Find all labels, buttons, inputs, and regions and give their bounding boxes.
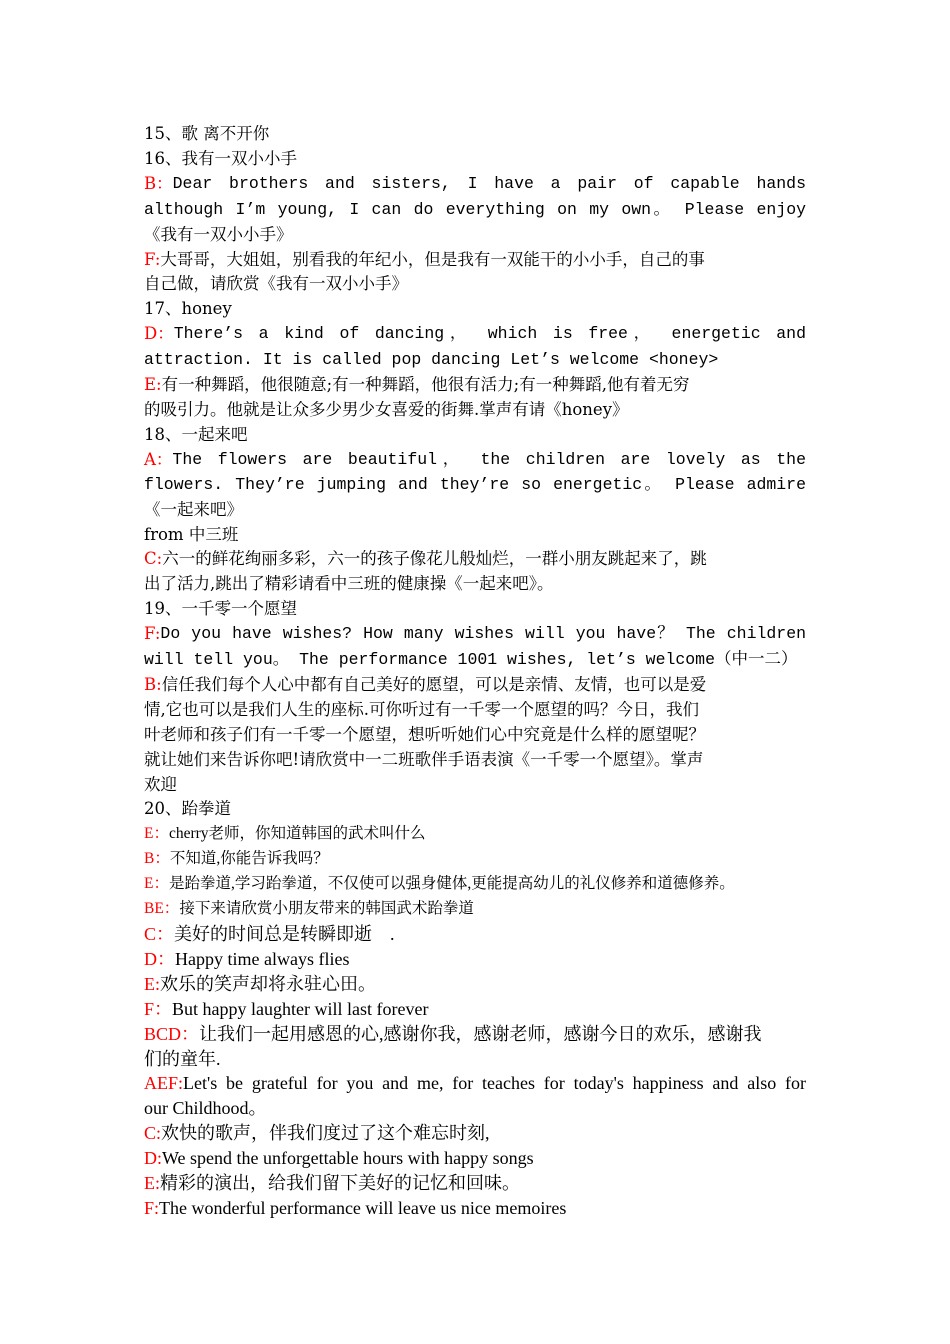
- dialogue-text: 让我们一起用感恩的心,感谢你我，感谢老师，感谢今日的欢乐，感谢我: [199, 1023, 762, 1044]
- dialogue-line: [144, 322, 806, 347]
- dialogue-text: 美好的时间总是转瞬即逝 .: [174, 924, 395, 944]
- dialogue-text: But happy laughter will last forever: [172, 998, 429, 1019]
- dialogue-text: 六一的鲜花绚丽多彩，六一的孩子像花儿般灿烂，一群小朋友跳起来了，跳: [162, 549, 707, 569]
- speaker-label: C:: [144, 1123, 162, 1144]
- dialogue-line: [144, 947, 806, 972]
- dialogue-text: Let's be grateful for you and me, for teaches for today's happiness and also for: [183, 1073, 806, 1094]
- dialogue-line: [144, 997, 806, 1022]
- speaker-label: E：: [144, 825, 169, 843]
- dialogue-text: [144, 647, 806, 673]
- dialogue-line: [144, 373, 806, 398]
- speaker-label: C:: [144, 549, 163, 569]
- dialogue-text: 不知道,你能告诉我吗？: [169, 850, 329, 868]
- dialogue-text: 有一种舞蹈，他很随意;有一种舞蹈，他很有活力;有一种舞蹈,他有着无穷: [161, 375, 690, 395]
- dialogue-text: 欢快的歌声，伴我们度过了这个难忘时刻,: [161, 1123, 490, 1144]
- dialogue-line: [144, 547, 806, 572]
- dialogue-text: 是跆拳道,学习跆拳道，不仅使可以强身健体,更能提高幼儿的礼仪修养和道德修养。: [168, 875, 735, 893]
- section-heading: 16、我有一双小小手: [144, 148, 297, 168]
- section-heading: 15、歌 离不开你: [144, 124, 270, 143]
- dialogue-line: [144, 1146, 806, 1171]
- dialogue-text: The wonderful performance will leave us nice memoires: [159, 1197, 567, 1218]
- dialogue-text: 《我有一双小小手》: [144, 224, 293, 244]
- dialogue-text: 出了活力,跳出了精彩请看中三班的健康操《一起来吧》。: [144, 574, 554, 594]
- speaker-label: F:: [144, 249, 161, 269]
- section-heading: 17、honey: [144, 299, 232, 319]
- dialogue-text: 大哥哥，大姐姐，别看我的年纪小，但是我有一双能干的小小手，自己的事: [160, 249, 705, 269]
- speaker-label: C：: [144, 924, 175, 944]
- dialogue-text: There’s a kind of dancing， which is free， energetic and: [173, 324, 806, 344]
- dialogue-text: [144, 347, 806, 373]
- section-heading: 18、一起来吧: [144, 424, 248, 444]
- speaker-label: E:: [144, 973, 160, 994]
- speaker-label: BE：: [144, 900, 180, 918]
- section-heading: 19、一千零一个愿望: [144, 599, 297, 619]
- dialogue-text: 接下来请欣赏小朋友带来的韩国武术跆拳道: [179, 900, 474, 918]
- dialogue-text: 欢乐的笑声却将永驻心田。: [160, 973, 376, 994]
- dialogue-line: [144, 1022, 806, 1047]
- dialogue-text: Happy time always flies: [175, 948, 350, 969]
- dialogue-text: 自己做，请欣赏《我有一双小小手》: [144, 274, 408, 294]
- speaker-label: E:: [144, 1173, 160, 1194]
- dialogue-text: will tell you。 The performance 1001 wishes, let’s welcome（中一二）: [144, 650, 798, 670]
- dialogue-text: 就让她们来告诉你吧!请欣赏中一二班歌伴手语表演《一千零一个愿望》。掌声: [144, 749, 704, 769]
- dialogue-text: [144, 197, 806, 223]
- dialogue-text: cherry老师，你知道韩国的武术叫什么: [168, 825, 426, 843]
- speaker-label: B:: [144, 674, 162, 694]
- dialogue-text: 的吸引力。他就是让众多少男少女喜爱的街舞.掌声有请《honey》: [144, 399, 629, 419]
- dialogue-text: 叶老师和孩子们有一千零一个愿望，想听听她们心中究竟是什么样的愿望呢？: [144, 724, 705, 744]
- dialogue-text: 情,它也可以是我们人生的座标.可你听过有一千零一个愿望的吗？今日，我们: [144, 699, 699, 719]
- speaker-label: E：: [144, 875, 169, 893]
- dialogue-line: [144, 1121, 806, 1146]
- speaker-label: BCD：: [144, 1023, 200, 1044]
- dialogue-line: [144, 622, 806, 647]
- dialogue-text: We spend the unforgettable hours with happy songs: [162, 1148, 534, 1169]
- speaker-label: B：: [144, 173, 173, 193]
- dialogue-line: [144, 673, 806, 698]
- speaker-label: D：: [144, 948, 175, 969]
- dialogue-line: [144, 1196, 806, 1221]
- dialogue-line: [144, 822, 806, 847]
- speaker-label: AEF:: [144, 1073, 184, 1094]
- dialogue-text: attraction. It is called pop dancing Let’s welcome <honey>: [144, 350, 719, 370]
- dialogue-text: Do you have wishes? How many wishes will you have？ The children: [160, 624, 806, 644]
- dialogue-text: 们的童年.: [144, 1048, 221, 1069]
- dialogue-line: [144, 172, 806, 197]
- dialogue-line: [144, 847, 806, 872]
- dialogue-text: from 中三班: [144, 524, 239, 544]
- dialogue-line: [144, 1171, 806, 1196]
- speaker-label: E:: [144, 375, 162, 395]
- dialogue-line: [144, 897, 806, 922]
- dialogue-text: [144, 473, 806, 498]
- section-heading: 20、跆拳道: [144, 799, 231, 819]
- dialogue-line: [144, 248, 806, 273]
- dialogue-line: [144, 972, 806, 997]
- dialogue-text: The flowers are beautiful， the children are lovely as the: [172, 449, 806, 469]
- speaker-label: B：: [144, 850, 170, 868]
- script-page: [144, 122, 806, 1221]
- dialogue-line: [144, 448, 806, 473]
- speaker-label: F:: [144, 624, 161, 644]
- dialogue-text: 信任我们每个人心中都有自己美好的愿望，可以是亲情、友情，也可以是爱: [161, 674, 707, 694]
- speaker-label: D:: [144, 1148, 162, 1169]
- dialogue-text: our Childhood。: [144, 1098, 267, 1119]
- dialogue-text: Dear brothers and sisters, I have a pair of capable hands: [172, 173, 806, 193]
- speaker-label: F：: [144, 998, 173, 1019]
- dialogue-line: [144, 922, 806, 947]
- dialogue-text: although I’m young, I can do everything on my own。 Please enjoy: [144, 199, 806, 219]
- dialogue-line: [144, 1071, 806, 1096]
- dialogue-text: flowers. They’re jumping and they’re so energetic。 Please admire: [144, 474, 806, 494]
- dialogue-text: 《一起来吧》: [144, 499, 243, 519]
- dialogue-text: 欢迎: [144, 774, 177, 794]
- speaker-label: D：: [144, 324, 174, 344]
- dialogue-text: 精彩的演出，给我们留下美好的记忆和回味。: [160, 1173, 520, 1194]
- speaker-label: A：: [144, 449, 173, 469]
- speaker-label: F:: [144, 1197, 160, 1218]
- dialogue-line: [144, 872, 806, 897]
